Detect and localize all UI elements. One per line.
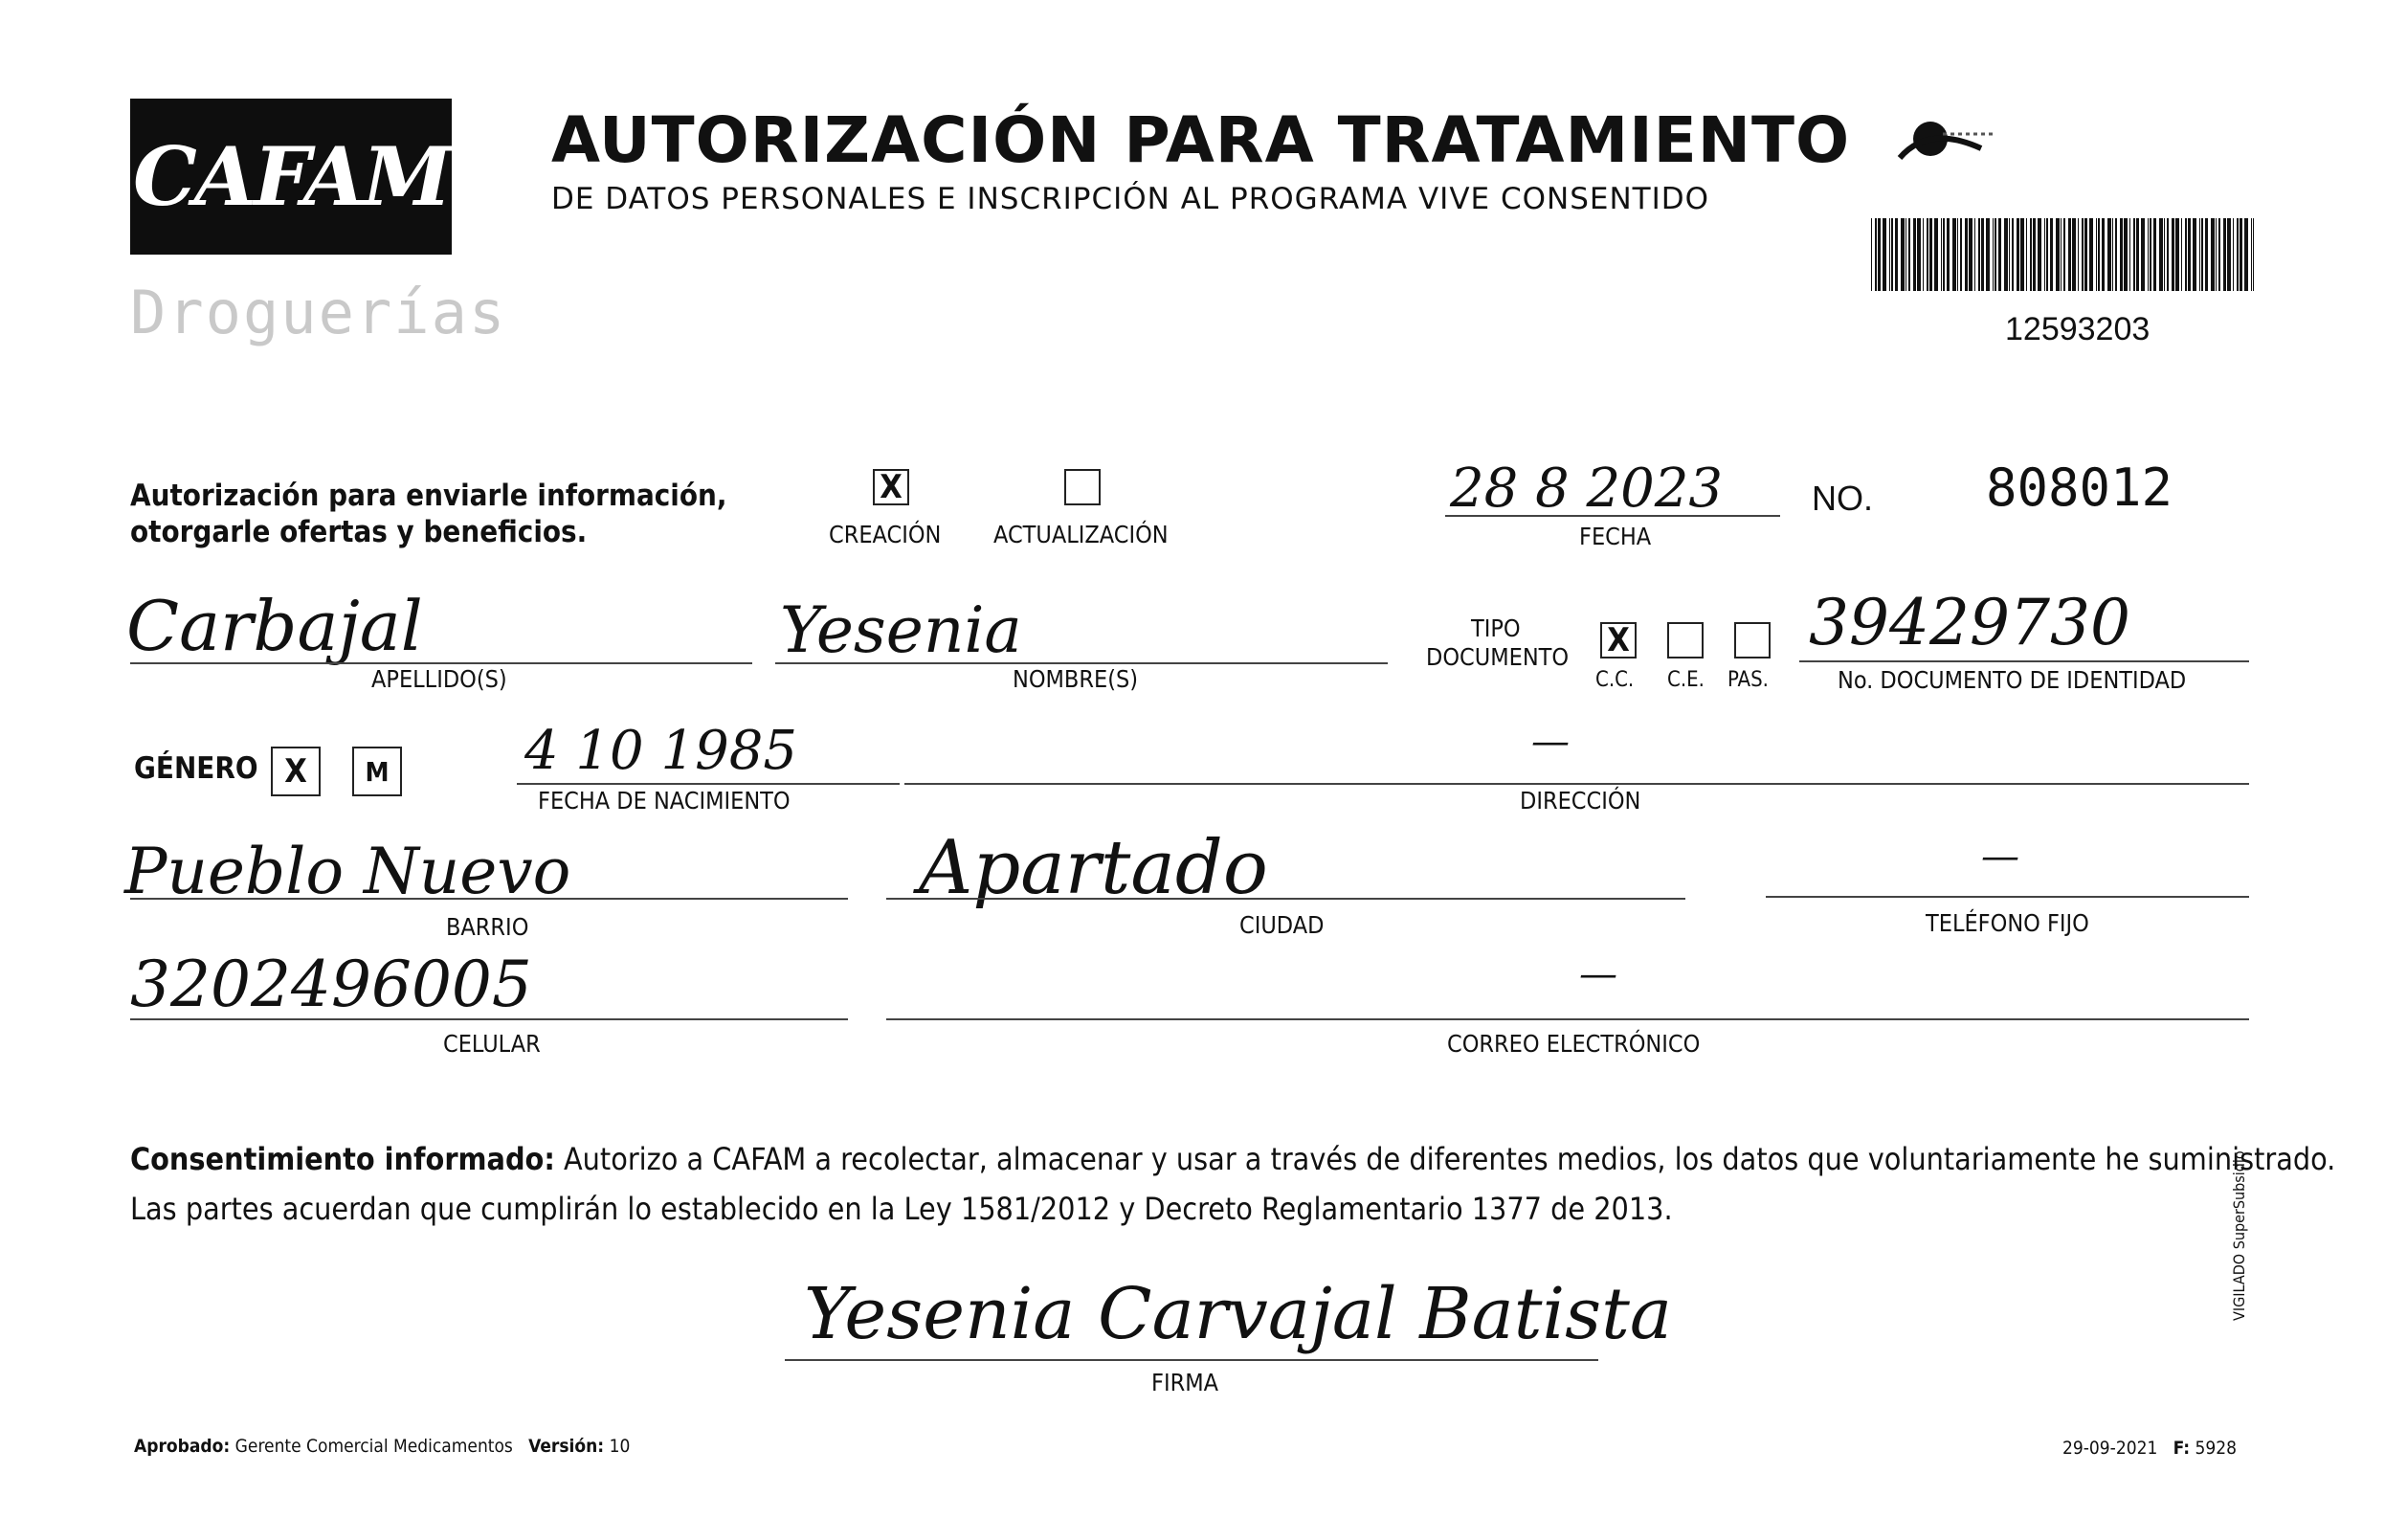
form-title: AUTORIZACIÓN PARA TRATAMIENTO: [551, 103, 1851, 177]
creacion-checkbox[interactable]: [873, 469, 909, 505]
version-value: 10: [609, 1436, 631, 1457]
consent-paragraph-2: Las partes acuerdan que cumplirán lo establecido en la Ley 1581/2012 y Decreto Reglamentario 1377 de 2013.: [130, 1191, 1673, 1227]
form-subtitle: DE DATOS PERSONALES E INSCRIPCIÓN AL PROGRAMA VIVE CONSENTIDO: [551, 182, 1710, 216]
actualizacion-label: ACTUALIZACIÓN: [993, 521, 1169, 548]
form-number: 808012: [1986, 458, 2173, 518]
version-label: Versión:: [528, 1436, 605, 1457]
cc-label: C.C.: [1595, 668, 1635, 692]
footer-f-value: 5928: [2195, 1438, 2238, 1459]
nombre-value: Yesenia: [780, 593, 1022, 667]
pas-checkbox[interactable]: [1734, 622, 1771, 658]
fecha-label: FECHA: [1579, 523, 1652, 550]
actualizacion-checkbox[interactable]: [1064, 469, 1101, 505]
barcode-icon: [1871, 218, 2254, 291]
nombre-label: NOMBRE(S): [1013, 665, 1139, 693]
no-label: NO.: [1812, 479, 1874, 518]
genero-m-label: M: [365, 755, 390, 788]
footer-date-value: 29-09-2021: [2062, 1438, 2158, 1459]
ciudad-value: Apartado: [919, 825, 1268, 911]
genero-m-checkbox[interactable]: [352, 747, 402, 796]
cc-mark: X: [1607, 621, 1630, 659]
aprobado-label: Aprobado:: [134, 1436, 231, 1457]
nacimiento-label: FECHA DE NACIMIENTO: [538, 787, 791, 815]
documento-value: 39429730: [1809, 586, 2130, 659]
footer-f-label: F:: [2173, 1438, 2191, 1459]
celular-value: 3202496005: [130, 948, 532, 1021]
correo-value: —: [1579, 952, 1617, 996]
documento-label: DOCUMENTO: [1426, 643, 1570, 671]
cafam-logo: CAFAM: [130, 99, 452, 255]
drogueria-logo-text: Droguerías: [130, 278, 507, 347]
genero-f-checkbox[interactable]: [271, 747, 321, 796]
telefono-label: TELÉFONO FIJO: [1926, 909, 2089, 937]
footer-aprobado: [134, 1436, 630, 1457]
tipo-label: TIPO: [1471, 614, 1521, 642]
ce-label: C.E.: [1667, 668, 1705, 692]
signature-value: Yesenia Carvajal Batista: [804, 1273, 1672, 1355]
ce-checkbox[interactable]: [1667, 622, 1704, 658]
cc-checkbox[interactable]: [1600, 622, 1637, 658]
correo-label: CORREO ELECTRÓNICO: [1447, 1030, 1701, 1058]
barcode-number: 12593203: [2005, 311, 2151, 347]
ciudad-label: CIUDAD: [1239, 911, 1325, 939]
consent-bold: Consentimiento informado:: [130, 1141, 555, 1177]
pas-label: PAS.: [1727, 668, 1769, 692]
emblem-icon: [1890, 96, 2024, 182]
direccion-value: —: [1531, 720, 1570, 764]
auth-heading-2: otorgarle ofertas y beneficios.: [130, 515, 588, 549]
documento-numero-label: No. DOCUMENTO DE IDENTIDAD: [1838, 666, 2187, 694]
telefono-value: —: [1981, 835, 2019, 879]
barrio-value: Pueblo Nuevo: [124, 835, 571, 908]
direccion-label: DIRECCIÓN: [1520, 787, 1641, 815]
celular-label: CELULAR: [443, 1030, 541, 1058]
barrio-label: BARRIO: [446, 913, 529, 941]
consent-text-1: Autorizo a CAFAM a recolectar, almacenar y usar a través de diferentes medios, los datos que voluntariamente he suministrado.: [554, 1141, 2336, 1177]
nacimiento-value: 4 10 1985: [524, 720, 798, 782]
footer-date: [2062, 1438, 2237, 1459]
consent-paragraph-1: [130, 1134, 2336, 1184]
genero-f-mark: X: [284, 752, 307, 791]
firma-label: FIRMA: [1151, 1369, 1218, 1396]
creacion-label: CREACIÓN: [829, 521, 942, 548]
apellido-value: Carbajal: [126, 586, 423, 666]
creacion-mark: X: [880, 468, 903, 506]
aprobado-value: Gerente Comercial Medicamentos: [234, 1436, 513, 1457]
genero-label: GÉNERO: [134, 751, 258, 786]
vigilado-text: VIGILADO SuperSubsidio: [2230, 1150, 2248, 1321]
apellido-label: APELLIDO(S): [371, 665, 507, 693]
fecha-value: 28 8 2023: [1450, 458, 1724, 520]
auth-heading-1: Autorización para enviarle información,: [130, 479, 727, 513]
